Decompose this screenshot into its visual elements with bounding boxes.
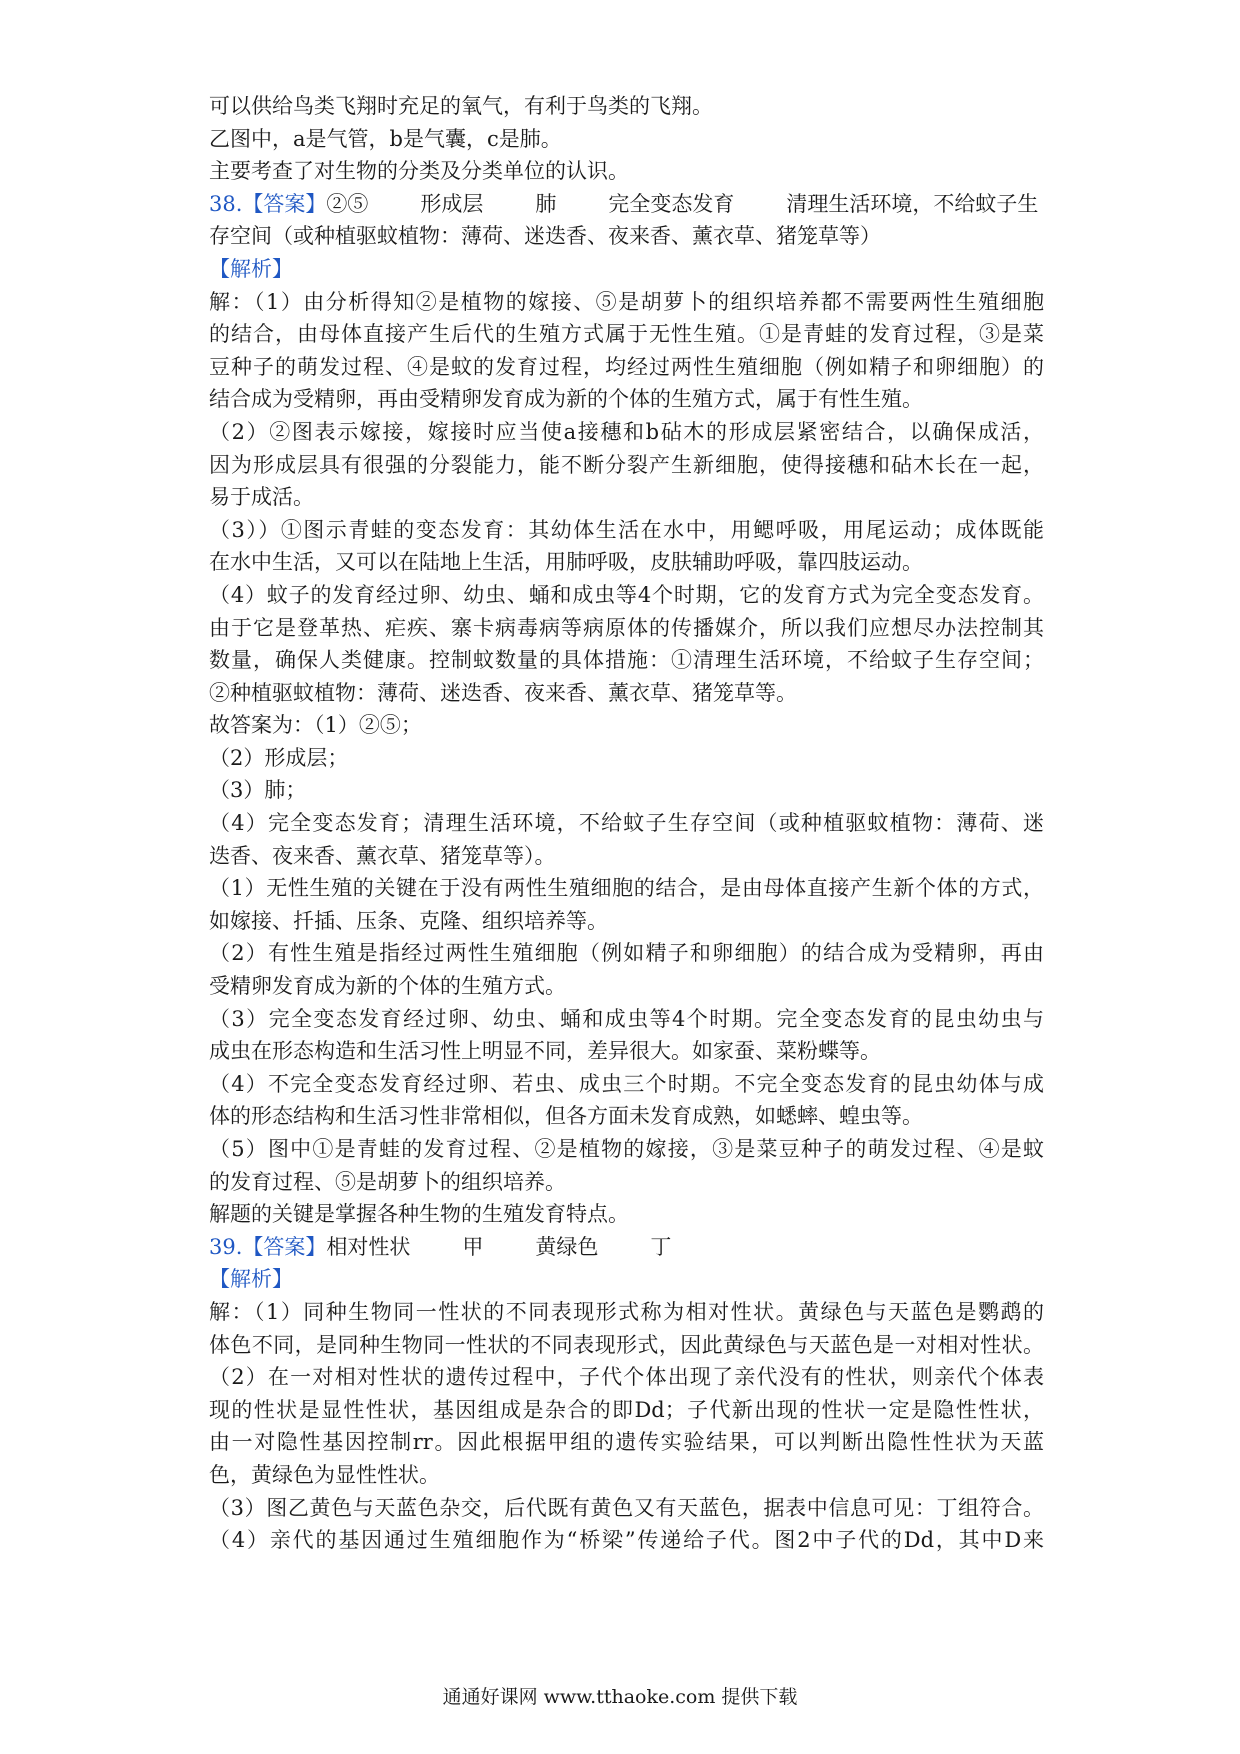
answer-part: 形成层	[420, 191, 484, 216]
document-body	[209, 90, 1044, 1557]
text-line: （4）不完全变态发育经过卵、若虫、成虫三个时期。不完全变态发育的昆虫幼体与成	[209, 1071, 1044, 1096]
text-line: 由于它是登革热、疟疾、寨卡病毒病等病原体的传播媒介，所以我们应想尽办法控制其	[209, 615, 1044, 640]
text-line: 数量，确保人类健康。控制蚊数量的具体措施：①清理生活环境，不给蚊子生存空间；	[209, 648, 1044, 673]
text-line: （1）无性生殖的关键在于没有两性生殖细胞的结合，是由母体直接产生新个体的方式，	[209, 876, 1044, 901]
text-line: （2）②图表示嫁接，嫁接时应当使a接穗和b砧木的形成层紧密结合，以确保成活，	[209, 419, 1044, 444]
text-line: （4）完全变态发育；清理生活环境，不给蚊子生存空间（或种植驱蚊植物：薄荷、迷	[209, 811, 1044, 836]
text-line: 色，黄绿色为显性性状。	[209, 1462, 440, 1487]
text-line: 解题的关键是掌握各种生物的生殖发育特点。	[209, 1202, 629, 1227]
text-line: 在水中生活，又可以在陆地上生活，用肺呼吸，皮肤辅助呼吸，靠四肢运动。	[209, 550, 923, 575]
text-line: 解：（1）同种生物同一性状的不同表现形式称为相对性状。黄绿色与天蓝色是鹦鹉的	[209, 1299, 1044, 1324]
text-line: 主要考查了对生物的分类及分类单位的认识。	[209, 159, 629, 184]
text-line: 可以供给鸟类飞翔时充足的氧气，有利于鸟类的飞翔。	[209, 94, 713, 118]
text-line: 如嫁接、扦插、压条、克隆、组织培养等。	[209, 908, 608, 933]
answer-part: 丁	[650, 1234, 672, 1259]
text-line: （3）图乙黄色与天蓝色杂交，后代既有黄色又有天蓝色，据表中信息可见：丁组符合。	[209, 1495, 1044, 1520]
text-line: 豆种子的萌发过程、④是蚊的发育过程，均经过两性生殖细胞（例如精子和卵细胞）的	[209, 354, 1044, 379]
text-line: 体色不同，是同种生物同一性状的不同表现形式，因此黄绿色与天蓝色是一对相对性状。	[209, 1332, 1044, 1357]
answer-part: 完全变态发育	[608, 191, 735, 216]
text-line: 由一对隐性基因控制rr。因此根据甲组的遗传实验结果，可以判断出隐性性状为天蓝	[209, 1430, 1044, 1455]
text-line: （4）蚊子的发育经过卵、幼虫、蛹和成虫等4个时期，它的发育方式为完全变态发育。	[209, 582, 1044, 607]
text-line: （2）形成层；	[209, 745, 349, 770]
text-line: 因为形成层具有很强的分裂能力，能不断分裂产生新细胞，使得接穗和砧木长在一起，	[209, 452, 1044, 477]
text-line: 易于成活。	[209, 485, 314, 510]
answer-line	[209, 1231, 1044, 1264]
text-line: （2）在一对相对性状的遗传过程中，子代个体出现了亲代没有的性状，则亲代个体表	[209, 1365, 1044, 1390]
answer-part: ②⑤	[326, 191, 369, 216]
answer-part: 肺	[535, 191, 557, 216]
text-line: 的结合，由母体直接产生后代的生殖方式属于无性生殖。①是青蛙的发育过程，③是菜	[209, 322, 1044, 347]
analysis-heading: 【解析】	[209, 256, 293, 281]
text-line: （5）图中①是青蛙的发育过程、②是植物的嫁接，③是菜豆种子的萌发过程、④是蚊	[209, 1137, 1044, 1161]
text-line: ②种植驱蚊植物：薄荷、迷迭香、夜来香、薰衣草、猪笼草等。	[209, 680, 797, 705]
text-line: 现的性状是显性性状，基因组成是杂合的即Dd；子代新出现的性状一定是隐性性状，	[209, 1397, 1044, 1422]
text-line: 的发育过程、⑤是胡萝卜的组织培养。	[209, 1169, 566, 1194]
text-line: 迭香、夜来香、薰衣草、猪笼草等）。	[209, 843, 556, 868]
answer-label: 【答案】	[242, 1234, 327, 1259]
text-line: 乙图中，a是气管，b是气囊，c是肺。	[209, 126, 562, 151]
answer-part: 黄绿色	[535, 1234, 599, 1259]
answer-part: 清理生活环境，不给蚊子生	[786, 191, 1039, 216]
text-line: 存空间（或种植驱蚊植物：薄荷、迷迭香、夜来香、薰衣草、猪笼草等）	[209, 224, 881, 249]
text-line: 成虫在形态构造和生活习性上明显不同，差异很大。如家蚕、菜粉蝶等。	[209, 1039, 881, 1064]
text-line: 受精卵发育成为新的个体的生殖方式。	[209, 974, 566, 999]
question-number: 38.	[209, 191, 243, 216]
answer-part: 相对性状	[326, 1234, 411, 1259]
answer-part: 甲	[462, 1234, 484, 1259]
analysis-heading: 【解析】	[209, 1267, 293, 1292]
text-line: 解：（1）由分析得知②是植物的嫁接、⑤是胡萝卜的组织培养都不需要两性生殖细胞	[209, 289, 1044, 314]
text-line: 体的形态结构和生活习性非常相似，但各方面未发育成熟，如蟋蟀、蝗虫等。	[209, 1104, 923, 1129]
question-number: 39.	[209, 1234, 243, 1259]
page-footer: 通通好课网 www.tthaoke.com 提供下载	[442, 1686, 798, 1708]
text-line: （3）肺；	[209, 778, 307, 803]
text-line: （2）有性生殖是指经过两性生殖细胞（例如精子和卵细胞）的结合成为受精卵，再由	[209, 941, 1044, 966]
text-line: （4）亲代的基因通过生殖细胞作为“桥梁”传递给子代。图2中子代的Dd，其中D来	[209, 1528, 1044, 1553]
text-line: （3）完全变态发育经过卵、幼虫、蛹和成虫等4个时期。完全变态发育的昆虫幼虫与	[209, 1006, 1044, 1031]
text-line: （3））①图示青蛙的变态发育：其幼体生活在水中，用鳃呼吸，用尾运动；成体既能	[209, 517, 1044, 542]
answer-line	[209, 188, 1044, 221]
text-line: 故答案为：（1）②⑤；	[209, 713, 422, 738]
answer-label: 【答案】	[242, 191, 327, 216]
text-line: 结合成为受精卵，再由受精卵发育成为新的个体的生殖方式，属于有性生殖。	[209, 387, 923, 412]
